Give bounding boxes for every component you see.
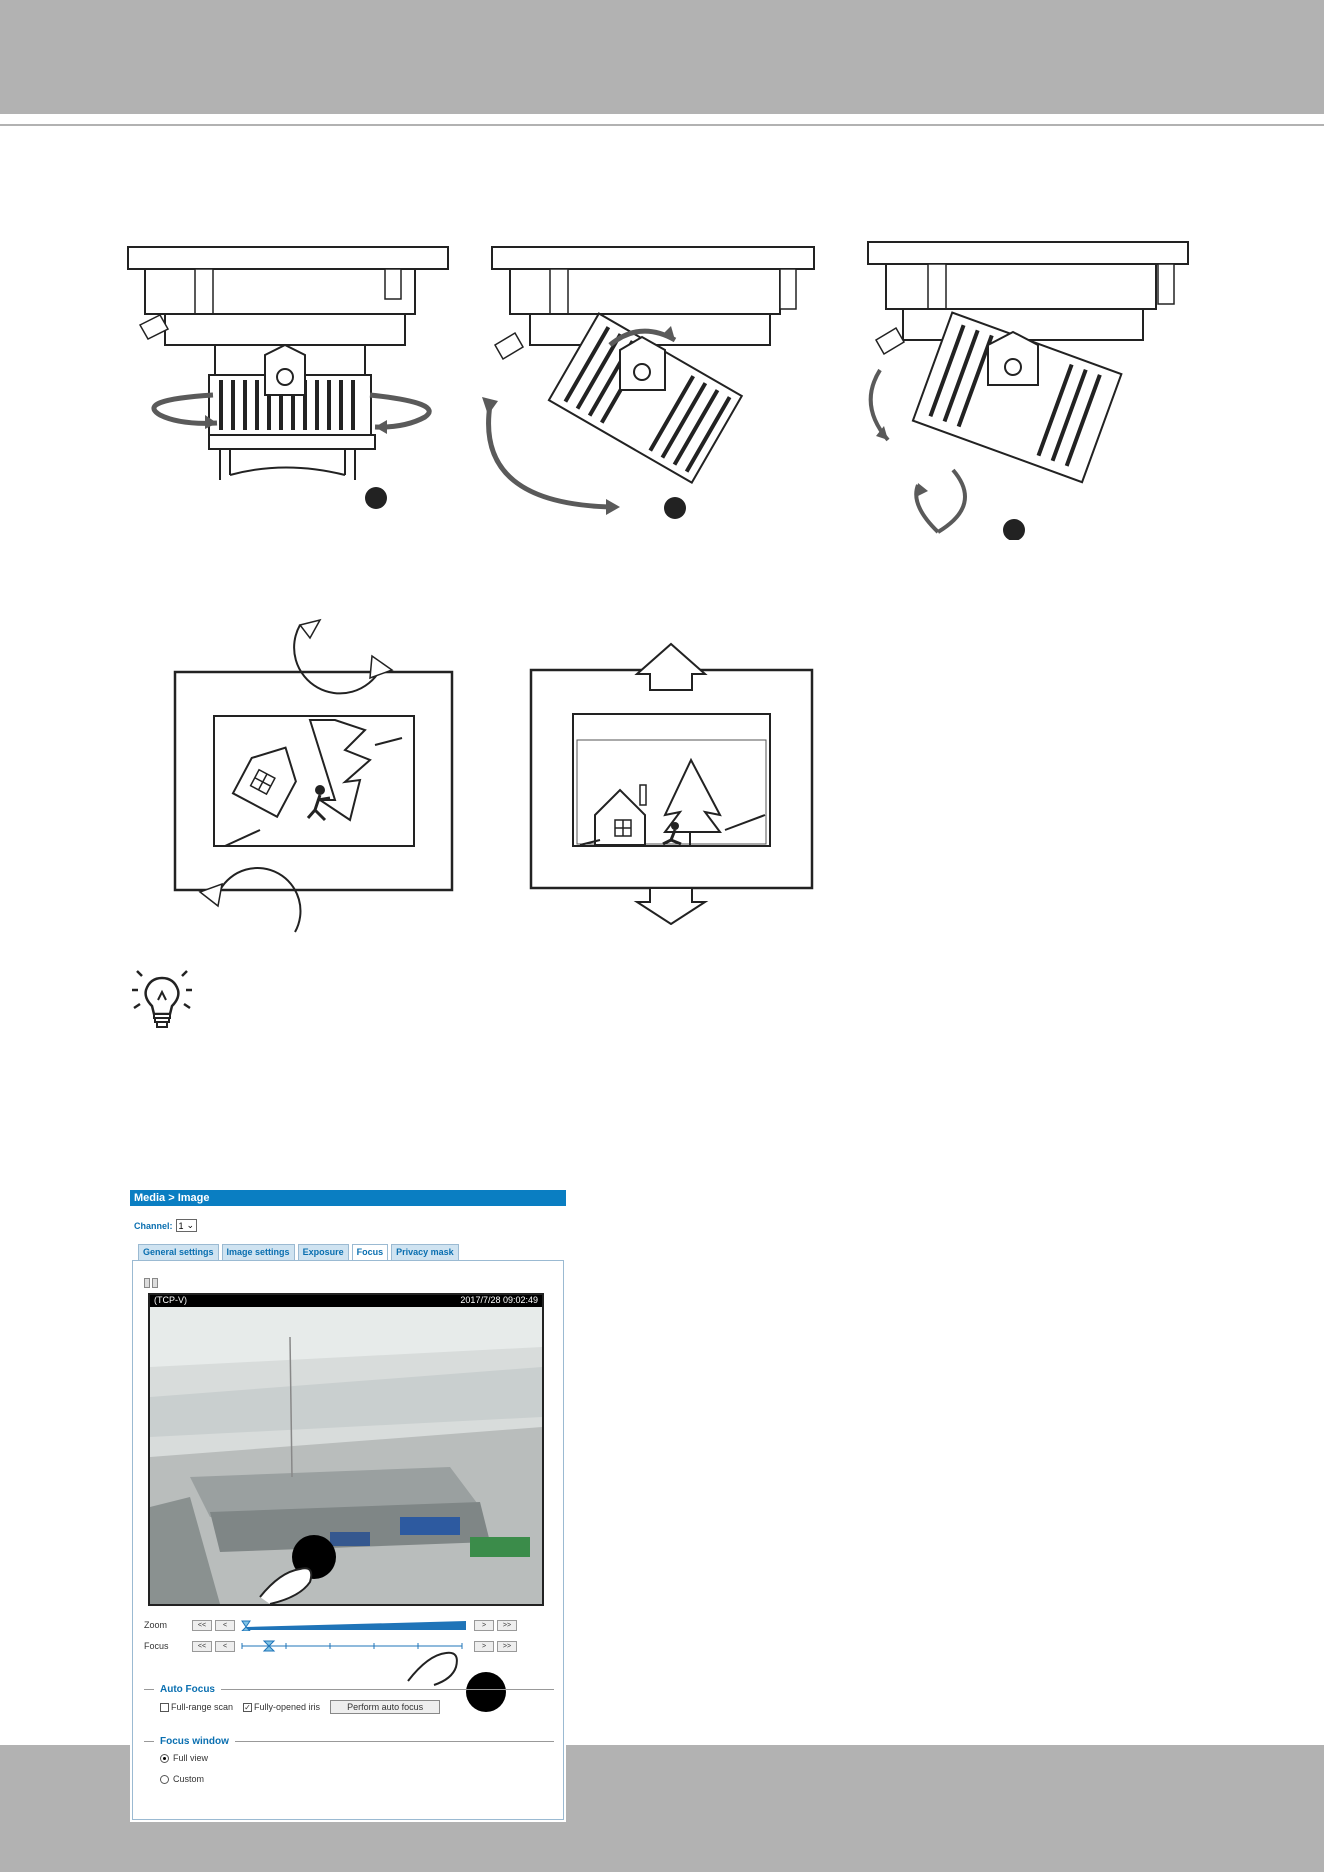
fully-opened-iris-option[interactable] — [243, 1702, 320, 1712]
full-range-scan-checkbox[interactable] — [160, 1703, 169, 1712]
rotated-view-diagram — [170, 610, 470, 945]
zoom-wide-button[interactable]: < — [215, 1620, 235, 1631]
focus-settings-screenshot — [130, 1190, 566, 1822]
focus-window-legend — [144, 1736, 554, 1747]
tab-privacy-mask[interactable]: Privacy mask — [391, 1244, 459, 1261]
custom-radio[interactable] — [160, 1775, 169, 1784]
fully-opened-iris-checkbox[interactable]: ✓ — [244, 1702, 251, 1712]
zoom-far-tele-button[interactable]: >> — [497, 1620, 517, 1631]
shifted-view-diagram — [525, 640, 820, 925]
camera-tilt-illustration — [480, 245, 820, 525]
zoom-row — [144, 1619, 520, 1631]
zoom-tele-button[interactable]: > — [474, 1620, 494, 1631]
fit-view-icon[interactable] — [144, 1278, 150, 1288]
auto-focus-title: Auto Focus — [160, 1684, 215, 1695]
zoom-far-wide-button[interactable]: << — [192, 1620, 212, 1631]
auto-focus-legend — [144, 1684, 554, 1695]
custom-option[interactable] — [160, 1774, 204, 1784]
full-range-scan-option[interactable] — [160, 1702, 233, 1712]
tab-image-settings[interactable]: Image settings — [222, 1244, 295, 1261]
live-video-view[interactable] — [148, 1293, 544, 1606]
channel-label: Channel: — [134, 1220, 173, 1231]
view-size-buttons — [144, 1278, 158, 1288]
focus-far-near-button[interactable]: << — [192, 1641, 212, 1652]
custom-label: Custom — [173, 1774, 205, 1784]
channel-selector — [134, 1219, 197, 1232]
tab-focus[interactable]: Focus — [352, 1244, 389, 1261]
focus-label: Focus — [144, 1641, 169, 1651]
full-view-radio[interactable] — [160, 1754, 169, 1763]
tab-exposure[interactable]: Exposure — [298, 1244, 349, 1261]
fully-opened-iris-label: Fully-opened iris — [254, 1702, 321, 1712]
camera-rotate-illustration — [858, 240, 1198, 540]
header-rule — [0, 124, 1324, 126]
focus-near-button[interactable]: < — [215, 1641, 235, 1652]
full-view-label: Full view — [173, 1753, 209, 1763]
full-size-icon[interactable] — [152, 1278, 158, 1288]
page-title: Media > Image — [130, 1190, 566, 1206]
camera-pan-illustration — [125, 245, 455, 525]
tab-bar — [138, 1244, 459, 1261]
video-scene-image — [150, 1307, 542, 1604]
lightbulb-tip-icon — [132, 970, 192, 1032]
stream-label: (TCP-V) — [154, 1295, 187, 1305]
video-timestamp: 2017/7/28 09:02:49 — [460, 1295, 538, 1305]
full-range-scan-label: Full-range scan — [171, 1702, 234, 1712]
focus-window-title: Focus window — [160, 1736, 229, 1747]
zoom-label: Zoom — [144, 1620, 168, 1630]
header-band — [0, 0, 1324, 114]
focus-far-button[interactable]: > — [474, 1641, 494, 1652]
chevron-down-icon: ⌄ — [186, 1220, 195, 1230]
full-view-option[interactable] — [160, 1753, 208, 1763]
perform-auto-focus-button[interactable]: Perform auto focus — [330, 1700, 440, 1714]
tab-general-settings[interactable]: General settings — [138, 1244, 219, 1261]
auto-focus-options — [160, 1700, 440, 1714]
zoom-slider[interactable] — [238, 1619, 466, 1631]
focus-far-far-button[interactable]: >> — [497, 1641, 517, 1652]
video-caption-bar — [150, 1295, 542, 1307]
channel-value: 1 — [178, 1220, 184, 1231]
channel-select[interactable] — [176, 1219, 198, 1232]
